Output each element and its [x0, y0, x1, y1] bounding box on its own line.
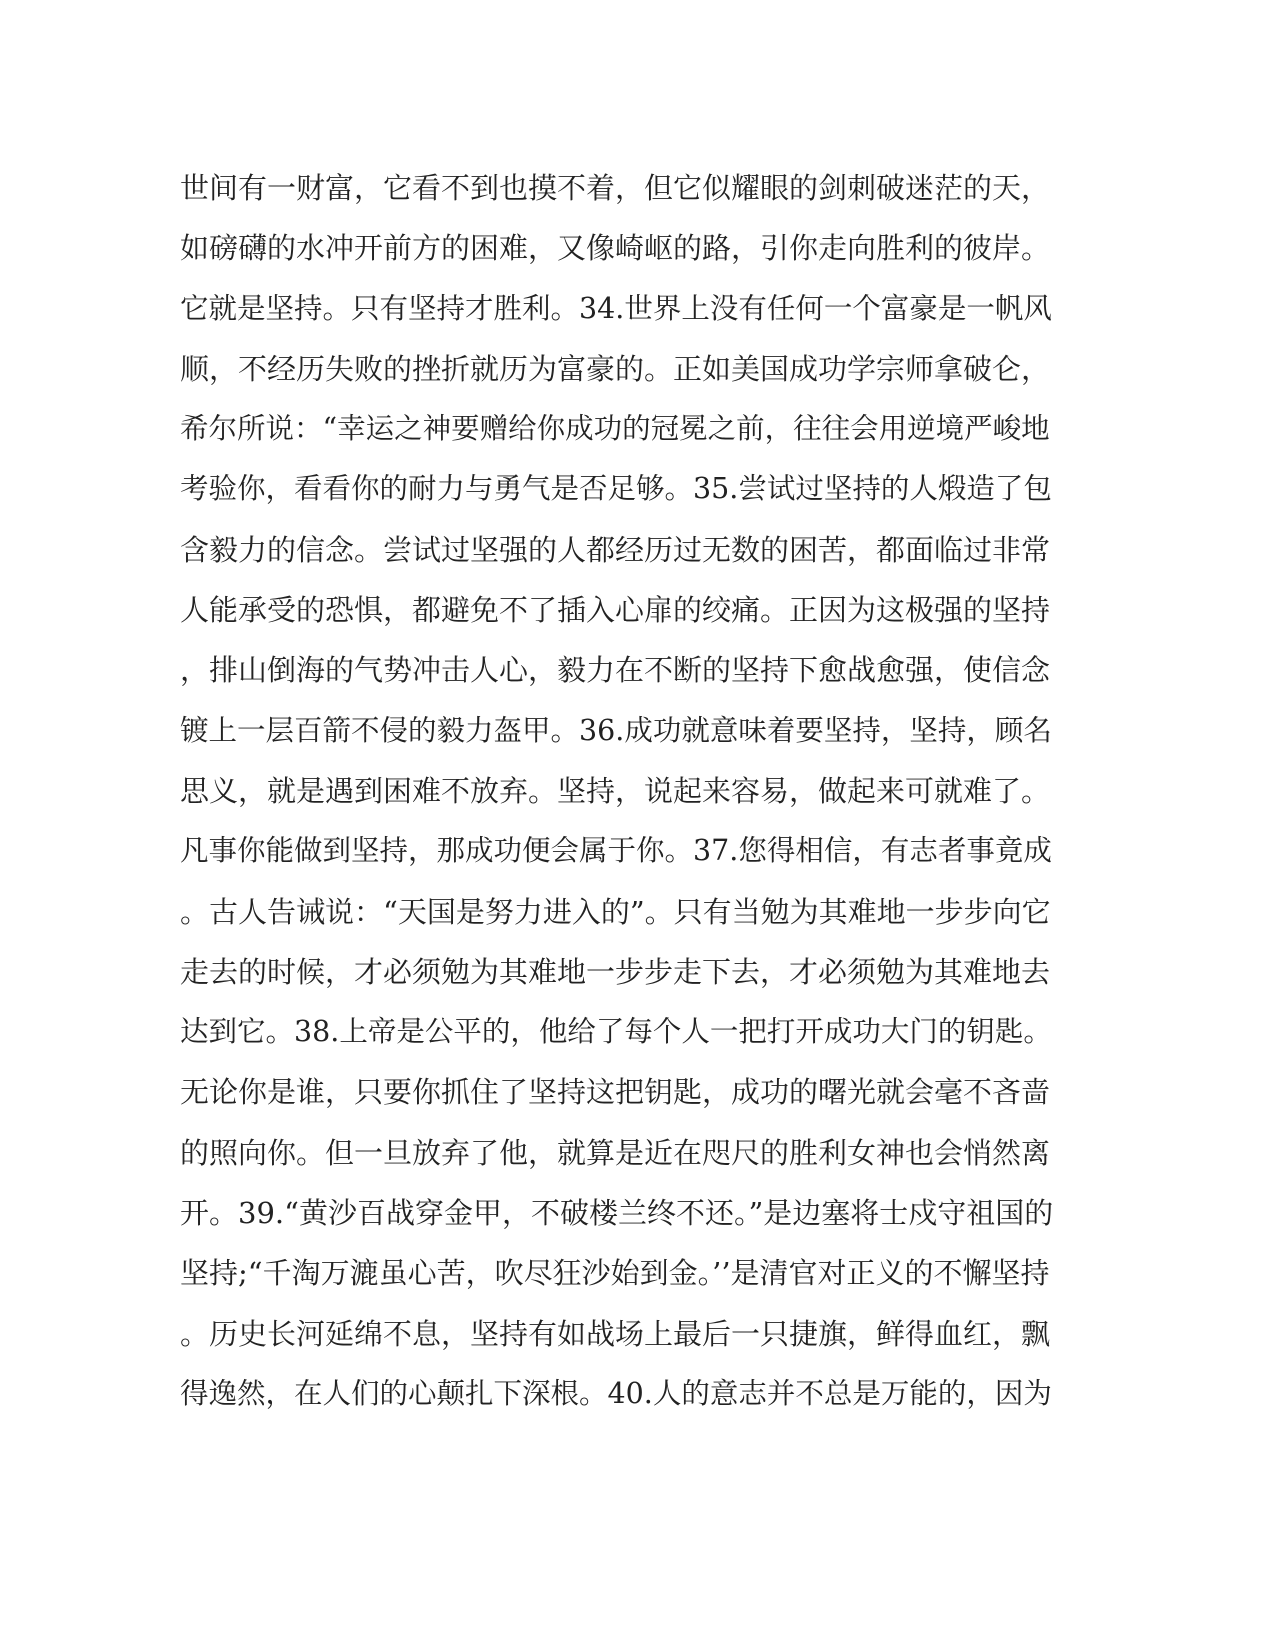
- text-line: 希尔所说：“幸运之神要赠给你成功的冠冕之前，往往会用逆境严峻地: [180, 412, 1050, 446]
- body-text: [180, 158, 1060, 1424]
- text-line: 。历史长河延绵不息，坚持有如战场上最后一只捷旗，鲜得血红，飘: [180, 1316, 1051, 1351]
- text-line: 人能承受的恐惧，都避免不了插入心扉的绞痛。正因为这极强的坚持: [180, 593, 1051, 628]
- text-line: 走去的时候，才必须勉为其难地一步步走下去，才必须勉为其难地去: [180, 954, 1051, 989]
- text-line: 顺，不经历失败的挫折就历为富豪的。正如美国成功学宗师拿破仑，: [180, 351, 1051, 386]
- text-line: 凡事你能做到坚持，那成功便会属于你。37.您得相信，有志者事竟成: [180, 834, 1052, 868]
- text-line: ，排山倒海的气势冲击人心，毅力在不断的坚持下愈战愈强，使信念: [180, 653, 1051, 688]
- text-line: 的照向你。但一旦放弃了他，就算是近在咫尺的胜利女神也会悄然离: [180, 1135, 1051, 1170]
- text-line: 。古人告诫说：“天国是努力进入的”。只有当勉为其难地一步步向它: [180, 894, 1051, 929]
- text-line: 它就是坚持。只有坚持才胜利。34.世界上没有任何一个富豪是一帆风: [180, 291, 1052, 325]
- text-line: 开。39.“黄沙百战穿金甲，不破楼兰终不还。”是边塞将士戍守祖国的: [180, 1196, 1054, 1231]
- text-line: 无论你是谁，只要你抓住了坚持这把钥匙，成功的曙光就会毫不吝啬: [180, 1075, 1051, 1110]
- text-line: 考验你，看看你的耐力与勇气是否足够。35.尝试过坚持的人煅造了包: [180, 472, 1052, 506]
- text-line: 得逸然，在人们的心颠扎下深根。40.人的意志并不总是万能的，因为: [180, 1376, 1052, 1410]
- text-line: 思义，就是遇到困难不放弃。坚持，说起来容易，做起来可就难了。: [180, 773, 1051, 808]
- text-line: 世间有一财富，它看不到也摸不着，但它似耀眼的剑刺破迷茫的天，: [180, 171, 1051, 205]
- text-line: 镀上一层百箭不侵的毅力盔甲。36.成功就意味着要坚持，坚持，顾名: [180, 713, 1052, 747]
- text-line: 含毅力的信念。尝试过坚强的人都经历过无数的困苦，都面临过非常: [180, 532, 1051, 567]
- text-line: 如磅礴的水冲开前方的困难，又像崎岖的路，引你走向胜利的彼岸。: [180, 231, 1051, 266]
- text-line: 达到它。38.上帝是公平的，他给了每个人一把打开成功大门的钥匙。: [180, 1015, 1052, 1049]
- text-line: 坚持;“千淘万漉虽心苦，吹尽狂沙始到金。’’是清官对正义的不懈坚持: [180, 1256, 1050, 1291]
